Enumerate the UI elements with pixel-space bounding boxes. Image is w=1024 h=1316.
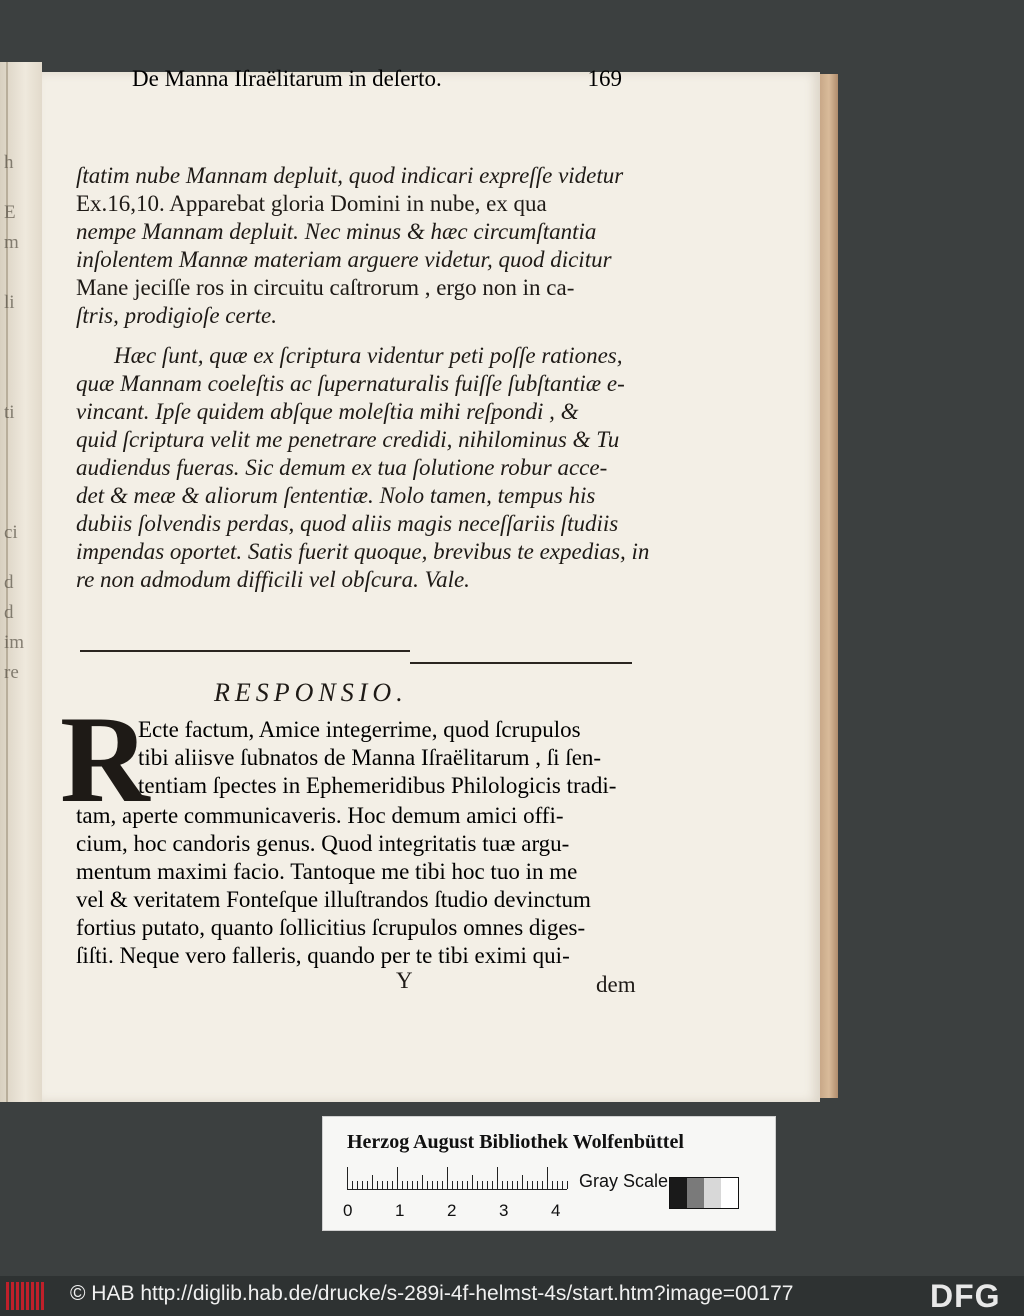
running-head bbox=[132, 66, 622, 92]
ruler-tick bbox=[487, 1181, 488, 1189]
letter-line: dubiis ſolvendis perdas, quod aliis magis neceſſariis ſtudiis bbox=[76, 511, 619, 536]
ruler-tick bbox=[547, 1167, 548, 1189]
responsio-line: vel & veritatem Fonteſque illuſtrandos ſtudio devinctum bbox=[76, 887, 591, 912]
book-page bbox=[42, 66, 820, 1102]
facing-page-fragment: m bbox=[4, 232, 19, 253]
gray-swatch bbox=[721, 1178, 738, 1208]
ruler-tick bbox=[557, 1181, 558, 1189]
responsio-line: fortius putato, quanto ſollicitius ſcrupulos omnes diges- bbox=[76, 915, 586, 940]
signature-mark: Y bbox=[396, 968, 413, 993]
ruler-number: 4 bbox=[551, 1201, 561, 1220]
facing-page-fragment: li bbox=[4, 292, 15, 313]
dfg-logo: DFG bbox=[930, 1278, 1001, 1314]
ruler-tick bbox=[422, 1175, 423, 1189]
ruler-tick bbox=[502, 1181, 503, 1189]
letter-line: ſtatim nube Mannam depluit, quod indicari expreſſe videtur bbox=[76, 163, 624, 188]
ruler-tick bbox=[512, 1181, 513, 1189]
ruler-tick bbox=[482, 1181, 483, 1189]
ruler-tick bbox=[352, 1181, 353, 1189]
facing-page-fragment: d bbox=[4, 572, 14, 593]
ruler-number: 2 bbox=[447, 1201, 457, 1220]
page-fore-edge bbox=[820, 74, 838, 1098]
letter-line: impendas oportet. Satis fuerit quoque, brevibus te expedias, in bbox=[76, 539, 650, 564]
ruler-tick bbox=[447, 1167, 448, 1189]
ruler-tick bbox=[387, 1181, 388, 1189]
ruler-tick bbox=[437, 1181, 438, 1189]
ruler-tick bbox=[537, 1181, 538, 1189]
library-name: Herzog August Bibliothek Wolfenbüttel bbox=[347, 1131, 684, 1153]
letter-line: inſolentem Mannæ materiam arguere videtur, quod dicitur bbox=[76, 247, 612, 272]
facing-page-fragment: d bbox=[4, 602, 14, 623]
facing-page-fragment: ti bbox=[4, 402, 15, 423]
ruler-tick bbox=[532, 1181, 533, 1189]
ruler-tick bbox=[347, 1167, 348, 1189]
gray-scale-swatches bbox=[669, 1177, 739, 1209]
separator-rule-right bbox=[410, 662, 632, 664]
footer-url[interactable]: © HAB http://diglib.hab.de/drucke/s-289i-4f-helmst-4s/start.htm?image=00177 bbox=[70, 1282, 794, 1305]
facing-page-fragment: im bbox=[4, 632, 25, 653]
catchword: dem bbox=[596, 972, 636, 997]
footer-bar bbox=[0, 1276, 1024, 1316]
separator-rule-left bbox=[80, 650, 410, 652]
ruler-tick bbox=[407, 1181, 408, 1189]
letter-line: Mane jeciſſe ros in circuitu caſtrorum , ergo non in ca- bbox=[76, 275, 575, 300]
ruler-tick bbox=[397, 1167, 398, 1189]
letter-line: Ex.16,10. Apparebat gloria Domini in nube, ex qua bbox=[76, 191, 547, 216]
letter-line: ſtris, prodigioſe certe. bbox=[76, 303, 278, 328]
ruler-tick bbox=[432, 1181, 433, 1189]
ruler-tick bbox=[522, 1175, 523, 1189]
ruler-tick bbox=[457, 1181, 458, 1189]
gray-swatch bbox=[670, 1178, 687, 1208]
letter-line: quæ Mannam coeleſtis ac ſupernaturalis fuiſſe ſubſtantiæ e- bbox=[76, 371, 625, 396]
ruler-tick bbox=[497, 1167, 498, 1189]
ruler-tick bbox=[477, 1181, 478, 1189]
letter-line: quid ſcriptura velit me penetrare credidi, nihilominus & Tu bbox=[76, 427, 620, 452]
page-number: 169 bbox=[587, 66, 622, 91]
hab-logo-icon bbox=[6, 1282, 46, 1310]
responsio-line: ſiſti. Neque vero falleris, quando per te tibi eximi qui- bbox=[76, 943, 570, 968]
drop-cap: R bbox=[60, 691, 150, 828]
ruler-tick bbox=[362, 1181, 363, 1189]
ruler-tick bbox=[382, 1181, 383, 1189]
responsio-line: tibi aliisve ſubnatos de Manna Iſraëlitarum , ſi ſen- bbox=[138, 745, 602, 770]
gray-swatch bbox=[704, 1178, 721, 1208]
facing-page-fragment: re bbox=[4, 662, 19, 683]
ruler-tick bbox=[472, 1175, 473, 1189]
ruler-tick bbox=[427, 1181, 428, 1189]
letter-line: vincant. Ipſe quidem abſque moleſtia mihi reſpondi , & bbox=[76, 399, 579, 424]
letter-line: Hæc ſunt, quæ ex ſcriptura videntur peti poſſe rationes, bbox=[114, 343, 623, 368]
letter-line: audiendus fueras. Sic demum ex tua ſolutione robur acce- bbox=[76, 455, 608, 480]
ruler-tick bbox=[467, 1181, 468, 1189]
ruler-tick bbox=[552, 1181, 553, 1189]
responsio-line: Ecte factum, Amice integerrime, quod ſcrupulos bbox=[138, 717, 581, 742]
ruler-tick bbox=[372, 1175, 373, 1189]
ruler-tick bbox=[367, 1181, 368, 1189]
ruler-tick bbox=[412, 1181, 413, 1189]
responsio-line: tam, aperte communicaveris. Hoc demum amici offi- bbox=[76, 803, 564, 828]
ruler-number: 0 bbox=[343, 1201, 353, 1220]
letter-line: det & meæ & aliorum ſententiæ. Nolo tamen, tempus his bbox=[76, 483, 596, 508]
ruler-number: 1 bbox=[395, 1201, 405, 1220]
ruler-number: 3 bbox=[499, 1201, 509, 1220]
ruler-tick bbox=[542, 1181, 543, 1189]
ruler-tick bbox=[462, 1181, 463, 1189]
ruler-tick bbox=[452, 1181, 453, 1189]
facing-page-fragment: E bbox=[4, 202, 16, 223]
ruler-tick bbox=[492, 1181, 493, 1189]
ruler-tick bbox=[562, 1181, 563, 1189]
scale-card bbox=[322, 1116, 776, 1231]
ruler-tick bbox=[377, 1181, 378, 1189]
running-head-title: De Manna Iſraëlitarum in deſerto. bbox=[132, 66, 442, 91]
facing-page-fragment: h bbox=[4, 152, 14, 173]
facing-page-fragment: ci bbox=[4, 522, 18, 543]
letter-line: re non admodum difficili vel obſcura. Vale. bbox=[76, 567, 470, 592]
section-title: RESPONSIO. bbox=[214, 678, 408, 707]
ruler-tick bbox=[417, 1181, 418, 1189]
ruler-tick bbox=[527, 1181, 528, 1189]
responsio-line: tentiam ſpectes in Ephemeridibus Philologicis tradi- bbox=[138, 773, 617, 798]
ruler-tick bbox=[507, 1181, 508, 1189]
ruler-tick bbox=[517, 1181, 518, 1189]
ruler-tick bbox=[402, 1181, 403, 1189]
letter-line: nempe Mannam depluit. Nec minus & hæc circumſtantia bbox=[76, 219, 597, 244]
scale-ruler bbox=[347, 1167, 567, 1190]
ruler-tick bbox=[392, 1181, 393, 1189]
responsio-line: mentum maximi facio. Tantoque me tibi hoc tuo in me bbox=[76, 859, 578, 884]
gray-swatch bbox=[687, 1178, 704, 1208]
gray-scale-label: Gray Scale bbox=[579, 1171, 669, 1191]
facing-page-edge bbox=[0, 62, 42, 1102]
ruler-tick bbox=[442, 1181, 443, 1189]
ruler-tick bbox=[357, 1181, 358, 1189]
responsio-line: cium, hoc candoris genus. Quod integritatis tuæ argu- bbox=[76, 831, 570, 856]
ruler-tick bbox=[567, 1181, 568, 1189]
